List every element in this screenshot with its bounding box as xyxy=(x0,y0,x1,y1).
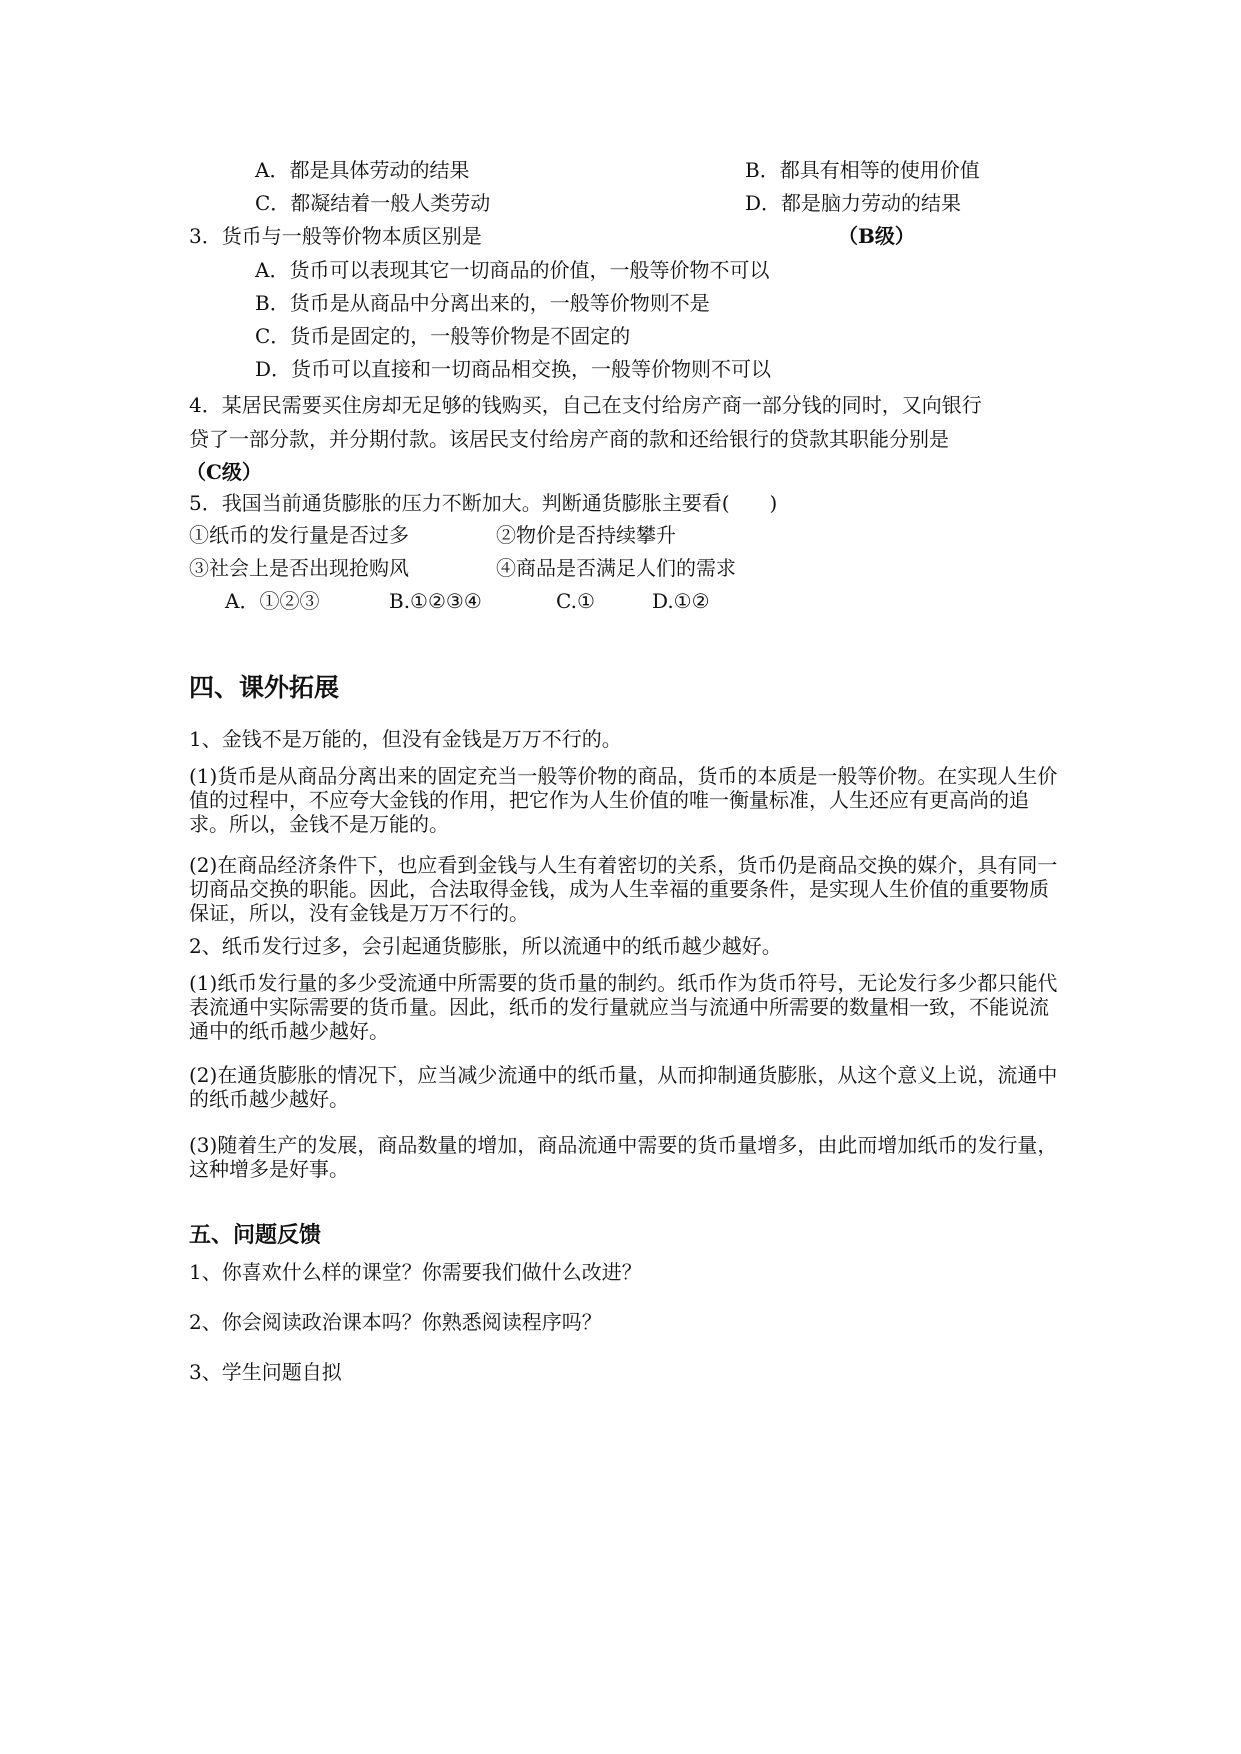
section-4-paragraph-1: (1)货币是从商品分离出来的固定充当一般等价物的商品，货币的本质是一般等价物。在实现人生价值的过程中，不应夸大金钱的作用，把它作为人生价值的唯一衡量标准，人生还应有更高尚的追求。所以，金钱不是万能的。 xyxy=(189,764,1058,836)
section-4-point-1: 1、金钱不是万能的，但没有金钱是万万不行的。 xyxy=(189,727,622,751)
q2-option-b: B．都具有相等的使用价值 xyxy=(745,158,980,182)
q5-stem: 5．我国当前通货膨胀的压力不断加大。判断通货膨胀主要看( ) xyxy=(189,491,778,515)
q3-option-c: C．货币是固定的，一般等价物是不固定的 xyxy=(255,324,631,348)
q3-stem: 3．货币与一般等价物本质区别是 xyxy=(189,224,482,248)
feedback-question-1: 1、你喜欢什么样的课堂？你需要我们做什么改进？ xyxy=(189,1260,642,1284)
section-4-paragraph-3: (1)纸币发行量的多少受流通中所需要的货币量的制约。纸币作为货币符号，无论发行多少都只能代表流通中实际需要的货币量。因此，纸币的发行量就应当与流通中所需要的数量相一致，不能说流通中的纸币越少越好。 xyxy=(189,971,1058,1043)
q3-level: （B级） xyxy=(838,224,915,248)
section-5-title: 五、问题反馈 xyxy=(189,1222,322,1248)
q2-option-a: A．都是具体劳动的结果 xyxy=(255,158,470,182)
q3-option-d: D．货币可以直接和一切商品相交换，一般等价物则不可以 xyxy=(255,357,772,381)
q3-option-a: A．货币可以表现其它一切商品的价值，一般等价物不可以 xyxy=(255,258,770,282)
q2-option-d: D．都是脑力劳动的结果 xyxy=(745,191,962,215)
feedback-question-3: 3、学生问题自拟 xyxy=(189,1360,342,1384)
q4-level: （C级） xyxy=(186,460,262,484)
section-4-point-2: 2、纸币发行过多，会引起通货膨胀，所以流通中的纸币越少越好。 xyxy=(189,934,782,958)
q5-option-b: B.①②③④ xyxy=(389,589,482,613)
q5-item-2: ②物价是否持续攀升 xyxy=(496,523,676,547)
q5-item-3: ③社会上是否出现抢购风 xyxy=(189,556,409,580)
q4-line-1: 4．某居民需要买住房却无足够的钱购买，自己在支付给房产商一部分钱的同时，又向银行 xyxy=(189,393,982,417)
section-4-paragraph-4: (2)在通货膨胀的情况下，应当减少流通中的纸币量，从而抑制通货膨胀，从这个意义上说，流通中的纸币越少越好。 xyxy=(189,1063,1058,1111)
section-4-paragraph-2: (2)在商品经济条件下，也应看到金钱与人生有着密切的关系，货币仍是商品交换的媒介，具有同一切商品交换的职能。因此，合法取得金钱，成为人生幸福的重要条件，是实现人生价值的重要物质保证，所以，没有金钱是万万不行的。 xyxy=(189,853,1058,925)
q3-option-b: B．货币是从商品中分离出来的，一般等价物则不是 xyxy=(255,291,710,315)
section-4-title: 四、课外拓展 xyxy=(189,673,340,702)
section-4-paragraph-5: (3)随着生产的发展，商品数量的增加，商品流通中需要的货币量增多，由此而增加纸币的发行量，这种增多是好事。 xyxy=(189,1133,1058,1181)
q5-option-a: A．①②③ xyxy=(225,589,320,613)
q5-option-d: D.①② xyxy=(652,589,710,613)
q2-option-c: C．都凝结着一般人类劳动 xyxy=(255,191,491,215)
q5-item-4: ④商品是否满足人们的需求 xyxy=(496,556,736,580)
q5-item-1: ①纸币的发行量是否过多 xyxy=(189,523,409,547)
feedback-question-2: 2、你会阅读政治课本吗？你熟悉阅读程序吗？ xyxy=(189,1310,602,1334)
q4-line-2: 贷了一部分款，并分期付款。该居民支付给房产商的款和还给银行的贷款其职能分别是 xyxy=(189,427,949,451)
q5-option-c: C.① xyxy=(556,589,595,613)
